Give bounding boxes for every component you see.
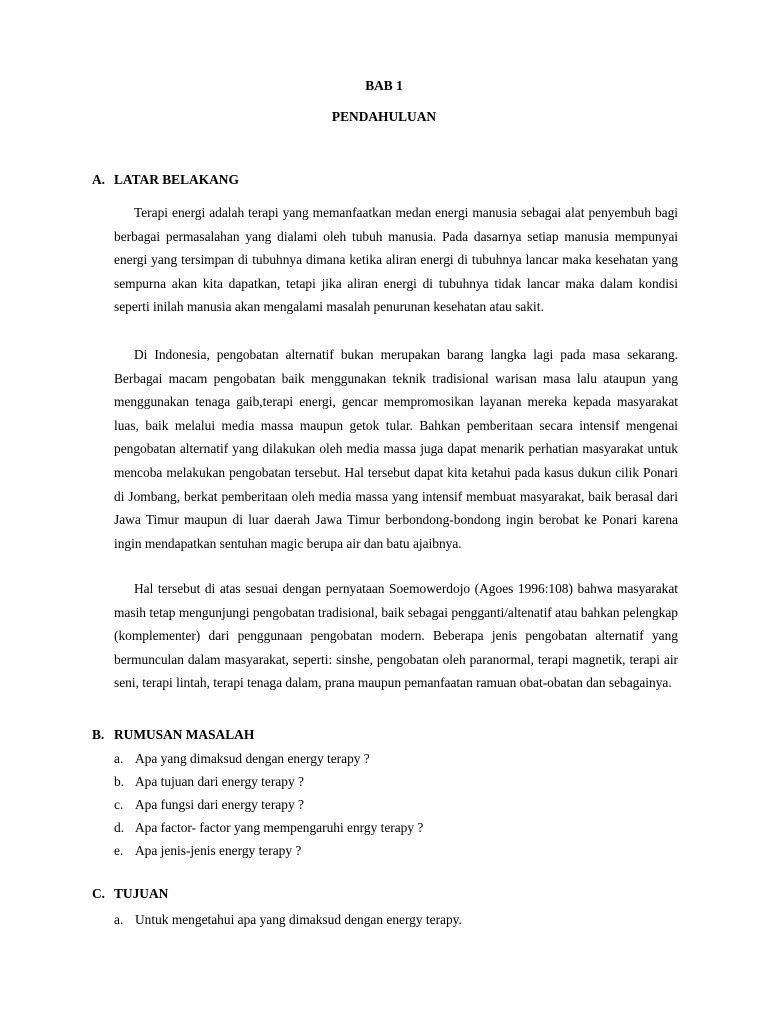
chapter-label: BAB 1: [365, 78, 403, 93]
paragraph-3-text: Hal tersebut di atas sesuai dengan pernyataan Soemowerdojo (Agoes 1996:108) bahwa masyarakat masih tetap mengunjungi pengobatan tradisional, baik sebagai pengganti/altenatif atau bahkan pelengkap (komplementer) dari penggunaan pengobatan modern. Beberapa jenis pengobatan alternatif yang bermunculan dalam masyarakat, seperti: sinshe, pengobatan oleh paranormal, terapi magnetik, terapi air seni, terapi lintah, terapi tenaga dalam, prana maupun pemanfaatan ramuan obat-obatan dan sebagainya.: [114, 581, 678, 691]
list-item-text: Apa yang dimaksud dengan energy terapy ?: [135, 751, 370, 766]
list-marker: c.: [114, 797, 124, 812]
section-title: TUJUAN: [114, 886, 169, 901]
section-heading-rumusan-masalah: [92, 727, 254, 743]
list-marker: b.: [114, 774, 125, 789]
list-item: [114, 770, 423, 793]
list-item: [114, 816, 423, 839]
objective-list: [114, 908, 462, 931]
list-marker: a.: [114, 751, 124, 766]
paragraph-1-text: Terapi energi adalah terapi yang memanfaatkan medan energi manusia sebagai alat penyembuh bagi berbagai permasalahan yang dialami oleh tubuh manusia. Pada dasarnya setiap manusia mempunyai energi yang tersimpan di tubuhnya dimana ketika aliran energi di tubuhnya lancar maka kesehatan yang sempurna akan kita dapatkan, tetapi jika aliran energi di tubuhnya tidak lancar maka dalam kondisi seperti inilah manusia akan mengalami masalah penurunan kesehatan atau sakit.: [114, 205, 678, 315]
problem-list: [114, 747, 423, 862]
section-title: RUMUSAN MASALAH: [114, 727, 255, 742]
list-item-text: Apa tujuan dari energy terapy ?: [135, 774, 304, 789]
list-item: [114, 747, 423, 770]
list-item: [114, 793, 423, 816]
section-letter: C.: [92, 886, 106, 901]
section-heading-latar-belakang: [92, 172, 239, 188]
paragraph-3: [114, 577, 678, 695]
section-letter: B.: [92, 727, 105, 742]
list-item-text: Apa fungsi dari energy terapy ?: [135, 797, 304, 812]
paragraph-2-text: Di Indonesia, pengobatan alternatif bukan merupakan barang langka lagi pada masa sekarang. Berbagai macam pengobatan baik menggunakan teknik tradisional warisan masa lalu ataupun yang menggunakan tenaga gaib,terapi energi, gencar mempromosikan layanan mereka kepada masyarakat luas, baik melalui media massa maupun getok tular. Bahkan pemberitaan secara intensif mengenai pengobatan alternatif yang dilakukan oleh media massa juga dapat menarik perhatian masyarakat untuk mencoba melakukan pengobatan tersebut. Hal tersebut dapat kita ketahui pada kasus dukun cilik Ponari di Jombang, berkat pemberitaan oleh media massa yang intensif membuat masyarakat, baik berasal dari Jawa Timur maupun di luar daerah Jawa Timur berbondong-bondong ingin berobat ke Ponari karena ingin mendapatkan sentuhan magic berupa air dan batu ajaibnya.: [114, 347, 678, 551]
list-item-text: Apa jenis-jenis energy terapy ?: [135, 843, 302, 858]
chapter-title: PENDAHULUAN: [331, 109, 437, 124]
list-marker: d.: [114, 820, 125, 835]
paragraph-2: [114, 343, 678, 555]
list-item-text: Apa factor- factor yang mempengaruhi enrgy terapy ?: [135, 820, 424, 835]
section-title: LATAR BELAKANG: [114, 172, 239, 187]
section-heading-tujuan: [92, 886, 168, 902]
paragraph-1: [114, 201, 678, 319]
list-item-text: Untuk mengetahui apa yang dimaksud dengan energy terapy.: [135, 912, 462, 927]
list-marker: e.: [114, 843, 124, 858]
section-letter: A.: [92, 172, 106, 187]
list-item: [114, 839, 423, 862]
list-item: [114, 908, 462, 931]
list-marker: a.: [114, 912, 124, 927]
